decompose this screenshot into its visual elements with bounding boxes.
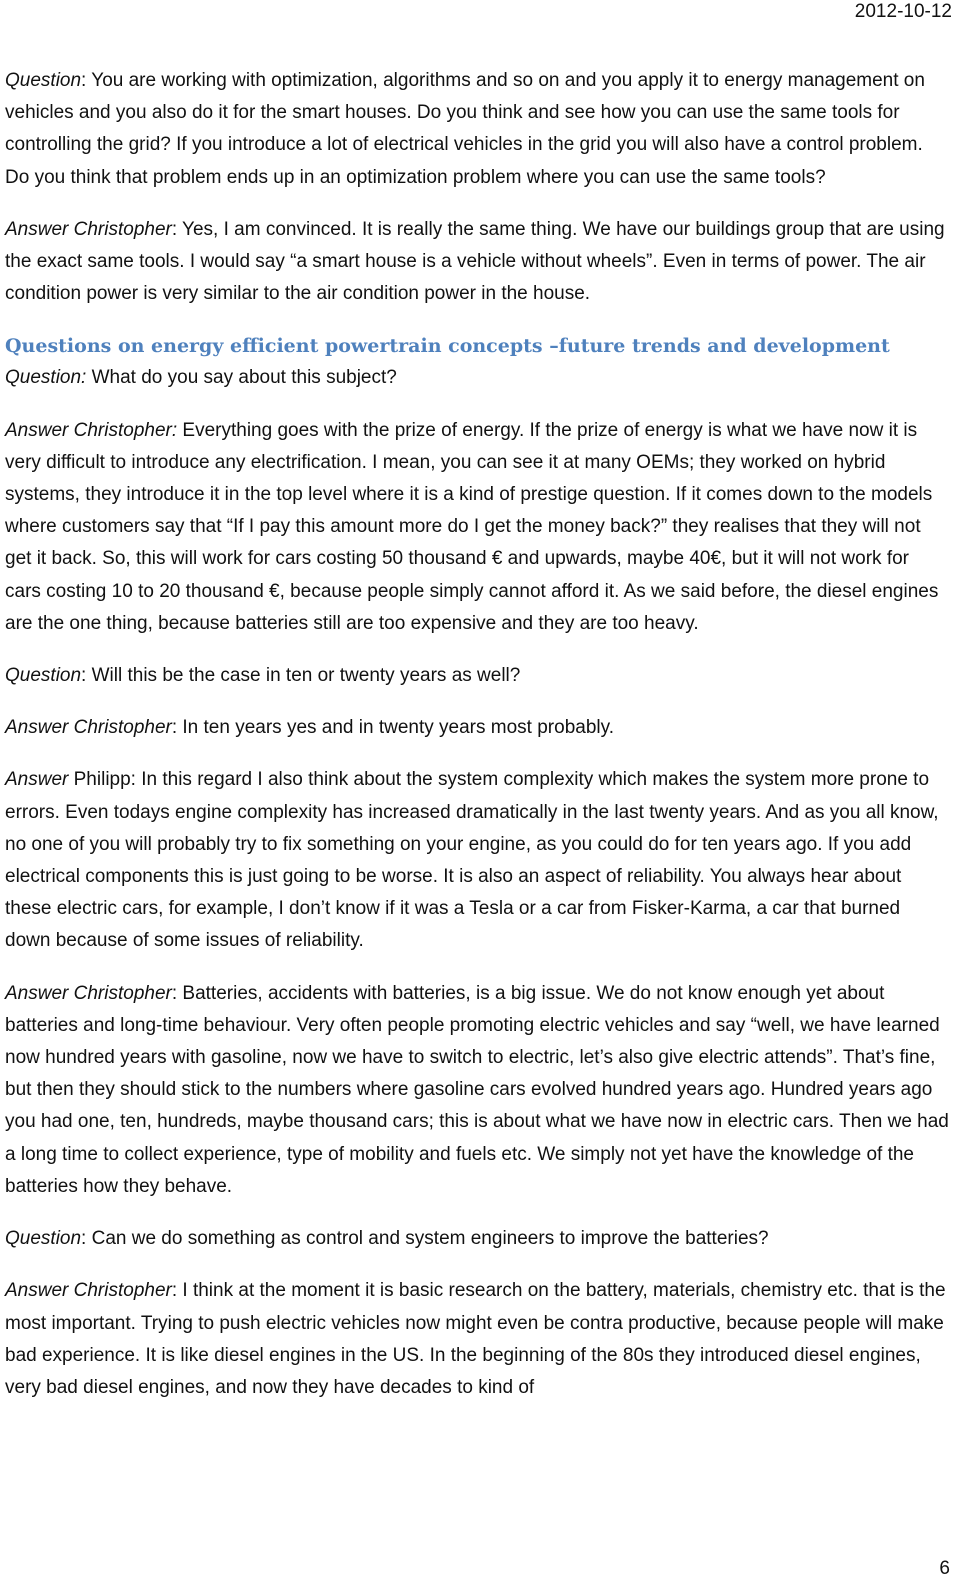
speaker-label: Answer Christopher bbox=[5, 982, 172, 1004]
paragraph-answer-smart-house bbox=[5, 214, 950, 311]
paragraph-question-subject bbox=[5, 362, 950, 394]
paragraph-question-improve-batteries bbox=[5, 1223, 950, 1255]
paragraph-text: Philipp: In this regard I also think about the system complexity which makes the system more prone to errors. Even todays engine complexity has increased dramatically in the last twenty years. And as you all know, no one of you will probably try to fix something on your engine, as you could do for ten years ago. If you add electrical components this is just going to be worse. It is also an aspect of reliability. You always hear about these electric cars, for example, I don’t know if it was a Tesla or a car from Fisker-Karma, a car that burned down because of some issues of reliability. bbox=[5, 769, 939, 952]
paragraph-text: : Yes, I am convinced. It is really the same thing. We have our buildings group that are using the exact same tools. I would say “a smart house is a vehicle without wheels”. Even in terms of power. The air condition power is very similar to the air condition power in the house. bbox=[5, 218, 945, 305]
paragraph-text: : I think at the moment it is basic research on the battery, materials, chemistry etc. that is the most important. Trying to push electric vehicles now might even be contra productive, because people will make bad experience. It is like diesel engines in the US. In the beginning of the 80s they introduced diesel engines, very bad diesel engines, and now they have decades to kind of bbox=[5, 1280, 946, 1398]
paragraph-question-ten-twenty-years bbox=[5, 660, 950, 692]
speaker-label: Question: bbox=[5, 367, 87, 389]
speaker-label: Answer Christopher bbox=[5, 1280, 172, 1302]
paragraph-answer-basic-research bbox=[5, 1275, 950, 1404]
speaker-label: Question bbox=[5, 665, 82, 687]
section-heading: Questions on energy efficient powertrain concepts –future trends and development bbox=[5, 335, 890, 358]
speaker-label: Question bbox=[5, 70, 82, 91]
speaker-label: Answer bbox=[5, 769, 69, 791]
paragraph-answer-batteries bbox=[5, 978, 950, 1203]
paragraph-text: Everything goes with the prize of energy. If the prize of energy is what we have now it is very difficult to introduce any electrification. I mean, you can see it at many OEMs; they worked on hybrid systems, they introduce it in the top level where it is a kind of prestige question. If it comes down to the models where customers say that “If I pay this amount more do I get the money back?” they realises that they will not get it back. So, this will work for cars costing 50 thousand € and upwards, maybe 40€, but it will not work for cars costing 10 to 20 thousand €, because people simply cannot afford it. As we said before, the diesel engines are the one thing, because batteries still are too expensive and they are too heavy. bbox=[5, 419, 939, 634]
speaker-label: Question bbox=[5, 1228, 82, 1250]
document-body bbox=[5, 65, 950, 1424]
speaker-label: Answer Christopher bbox=[5, 717, 172, 739]
header-date: 2012-10-12 bbox=[854, 1, 952, 22]
paragraph-text: : Will this be the case in ten or twenty years as well? bbox=[81, 665, 521, 687]
paragraph-answer-ten-years bbox=[5, 712, 950, 744]
paragraph-answer-philipp bbox=[5, 764, 950, 957]
speaker-label: Answer Christopher: bbox=[5, 419, 178, 441]
speaker-label: Answer Christopher bbox=[5, 218, 172, 240]
paragraph-question-grid-control bbox=[5, 65, 950, 194]
page-number: 6 bbox=[939, 1558, 950, 1579]
paragraph-text: What do you say about this subject? bbox=[86, 367, 397, 389]
paragraph-text: : Can we do something as control and system engineers to improve the batteries? bbox=[81, 1228, 769, 1250]
paragraph-answer-energy-prize bbox=[5, 415, 950, 640]
paragraph-text: : Batteries, accidents with batteries, is a big issue. We do not know enough yet about batteries and long-time behaviour. Very often people promoting electric vehicles and say “well, we have learned now hundred years with gasoline, now we have to switch to electric, let’s also give electric attends”. That’s fine, but then they should stick to the numbers where gasoline cars evolved hundred years ago. Hundred years ago you had one, ten, hundreds, maybe thousand cars; this is about what we have now in electric cars. Then we had a long time to collect experience, type of mobility and fuels etc. We simply not yet have the knowledge of the batteries how they behave. bbox=[5, 982, 949, 1197]
paragraph-text: : In ten years yes and in twenty years most probably. bbox=[171, 717, 614, 739]
paragraph-text: : You are working with optimization, algorithms and so on and you apply it to energy management on vehicles and you also do it for the smart houses. Do you think and see how you can use the same tools for controlling the grid? If you introduce a lot of electrical vehicles in the grid you will also have a control problem. Do you think that problem ends up in an optimization problem where you can use the same tools? bbox=[5, 70, 925, 188]
